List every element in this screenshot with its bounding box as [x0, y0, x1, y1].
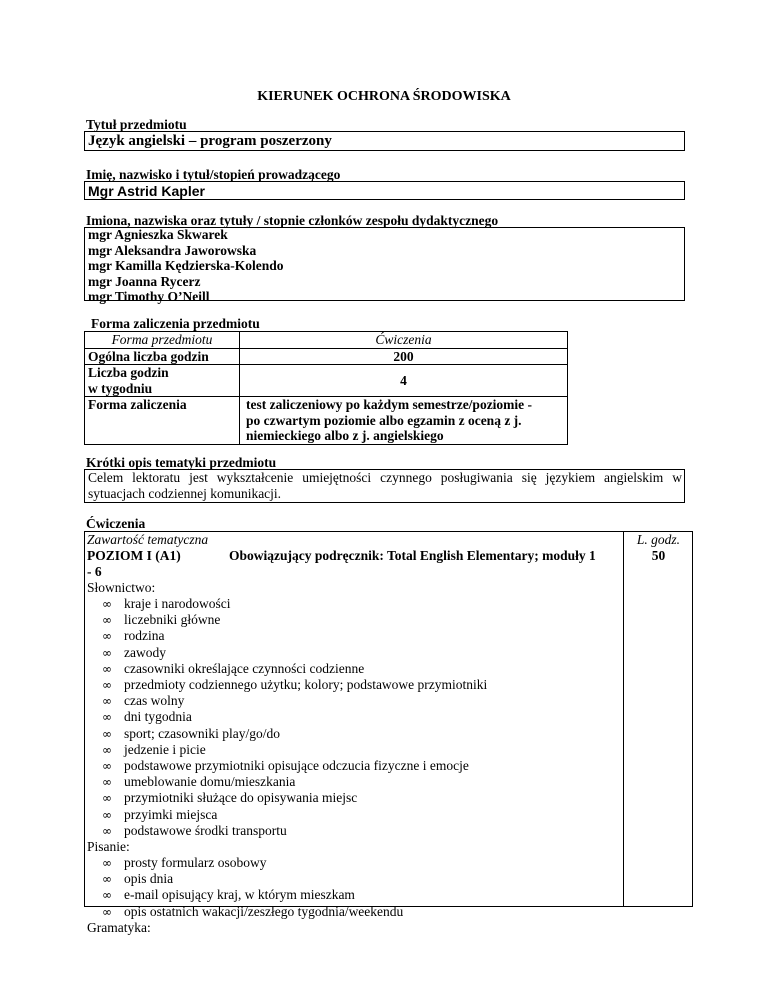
summary-box [84, 469, 685, 503]
vocab-label: Słownictwo: [87, 580, 156, 595]
list-item: ∞ opis dnia [87, 871, 621, 887]
form-head-right: Ćwiczenia [240, 332, 568, 349]
level-title: POZIOM I (A1) [87, 548, 181, 563]
credit-form-label: Forma zaliczenia [85, 397, 240, 445]
team-member: mgr Timothy O’Neill [88, 289, 210, 304]
list-item: ∞ zawody [87, 645, 621, 661]
lead-box [84, 181, 685, 200]
credit-form-value [240, 397, 568, 445]
list-item: ∞ podstawowe środki transportu [87, 823, 621, 839]
lead-value: Mgr Astrid Kapler [88, 183, 205, 199]
hours-value: 50 [651, 548, 666, 563]
column-divider [623, 531, 624, 907]
team-member: mgr Joanna Rycerz [88, 273, 201, 289]
team-list [88, 227, 284, 305]
list-item: ∞ rodzina [87, 628, 621, 644]
weekly-hours-label-line: w tygodniu [88, 380, 153, 396]
list-item: ∞ podstawowe przymiotniki opisujące odczucia fizyczne i emocje [87, 758, 621, 774]
weekly-hours-value: 4 [240, 365, 568, 397]
list-item: ∞ sport; czasowniki play/go/do [87, 726, 621, 742]
hours-header: L. godz. [636, 532, 681, 547]
exercises-box [84, 531, 693, 935]
lead-label: Imię, nazwisko i tytuł/stopień prowadzącego [86, 167, 341, 182]
list-item: ∞ dni tygodnia [87, 709, 621, 725]
grammar-label: Gramatyka: [87, 919, 151, 935]
list-item: ∞ prosty formularz osobowy [87, 855, 621, 871]
writing-list [87, 855, 621, 920]
credit-form-line: niemieckiego albo z j. angielskiego [246, 428, 444, 443]
team-box [84, 227, 685, 304]
list-item: ∞ e-mail opisujący kraj, w którym mieszkam [87, 887, 621, 903]
level-textbook-cont: - 6 [87, 564, 102, 579]
writing-label: Pisanie: [87, 839, 130, 855]
course-title-box [84, 131, 685, 151]
list-item: ∞ czas wolny [87, 693, 621, 709]
hours-column [624, 532, 693, 564]
list-item: ∞ przyimki miejsca [87, 807, 621, 823]
form-table [84, 331, 568, 445]
page-title: KIERUNEK OCHRONA ŚRODOWISKA [257, 89, 511, 104]
course-title-label: Tytuł przedmiotu [86, 117, 187, 132]
content-header: Zawartość tematyczna [87, 532, 209, 547]
content-column [87, 532, 621, 936]
team-label: Imiona, nazwiska oraz tytuły / stopnie członków zespołu dydaktycznego [86, 213, 499, 228]
summary-line: sytuacjach codziennej komunikacji. [88, 486, 282, 501]
list-item: ∞ jedzenie i picie [87, 742, 621, 758]
exercises-label: Ćwiczenia [86, 516, 146, 531]
vocab-list [87, 596, 621, 839]
total-hours-value: 200 [240, 348, 568, 365]
credit-form-line: test zaliczeniowy po każdym semestrze/poziomie - [246, 397, 533, 412]
weekly-hours-label-line: Liczba godzin [88, 365, 169, 380]
form-label: Forma zaliczenia przedmiotu [91, 316, 260, 331]
course-title-value: Język angielski – program poszerzony [88, 133, 332, 149]
team-member: mgr Kamilla Kędzierska-Kolendo [88, 258, 284, 273]
total-hours-label: Ogólna liczba godzin [85, 348, 240, 365]
team-member: mgr Agnieszka Skwarek [88, 227, 228, 242]
list-item: ∞ umeblowanie domu/mieszkania [87, 774, 621, 790]
list-item: ∞ kraje i narodowości [87, 596, 621, 612]
list-item: ∞ czasowniki określające czynności codzienne [87, 661, 621, 677]
list-item: ∞ przedmioty codziennego użytku; kolory; podstawowe przymiotniki [87, 677, 621, 693]
level-textbook: Obowiązujący podręcznik: Total English Elementary; moduły 1 [229, 548, 596, 563]
list-item: ∞ przymiotniki służące do opisywania miejsc [87, 790, 621, 806]
list-item: ∞ opis ostatnich wakacji/zeszłego tygodnia/weekendu [87, 904, 621, 920]
summary-line: Celem lektoratu jest wykształcenie umiejętności czynnego posługiwania się językiem angielskim w [88, 470, 682, 485]
list-item: ∞ liczebniki główne [87, 612, 621, 628]
credit-form-line: po czwartym poziomie albo egzamin z oceną z j. [246, 412, 522, 428]
summary-text [88, 470, 682, 502]
summary-label: Krótki opis tematyki przedmiotu [86, 455, 277, 470]
form-head-left: Forma przedmiotu [85, 332, 240, 349]
team-member: mgr Aleksandra Jaworowska [88, 242, 257, 258]
level-title-row [87, 548, 621, 564]
weekly-hours-label [85, 365, 240, 397]
